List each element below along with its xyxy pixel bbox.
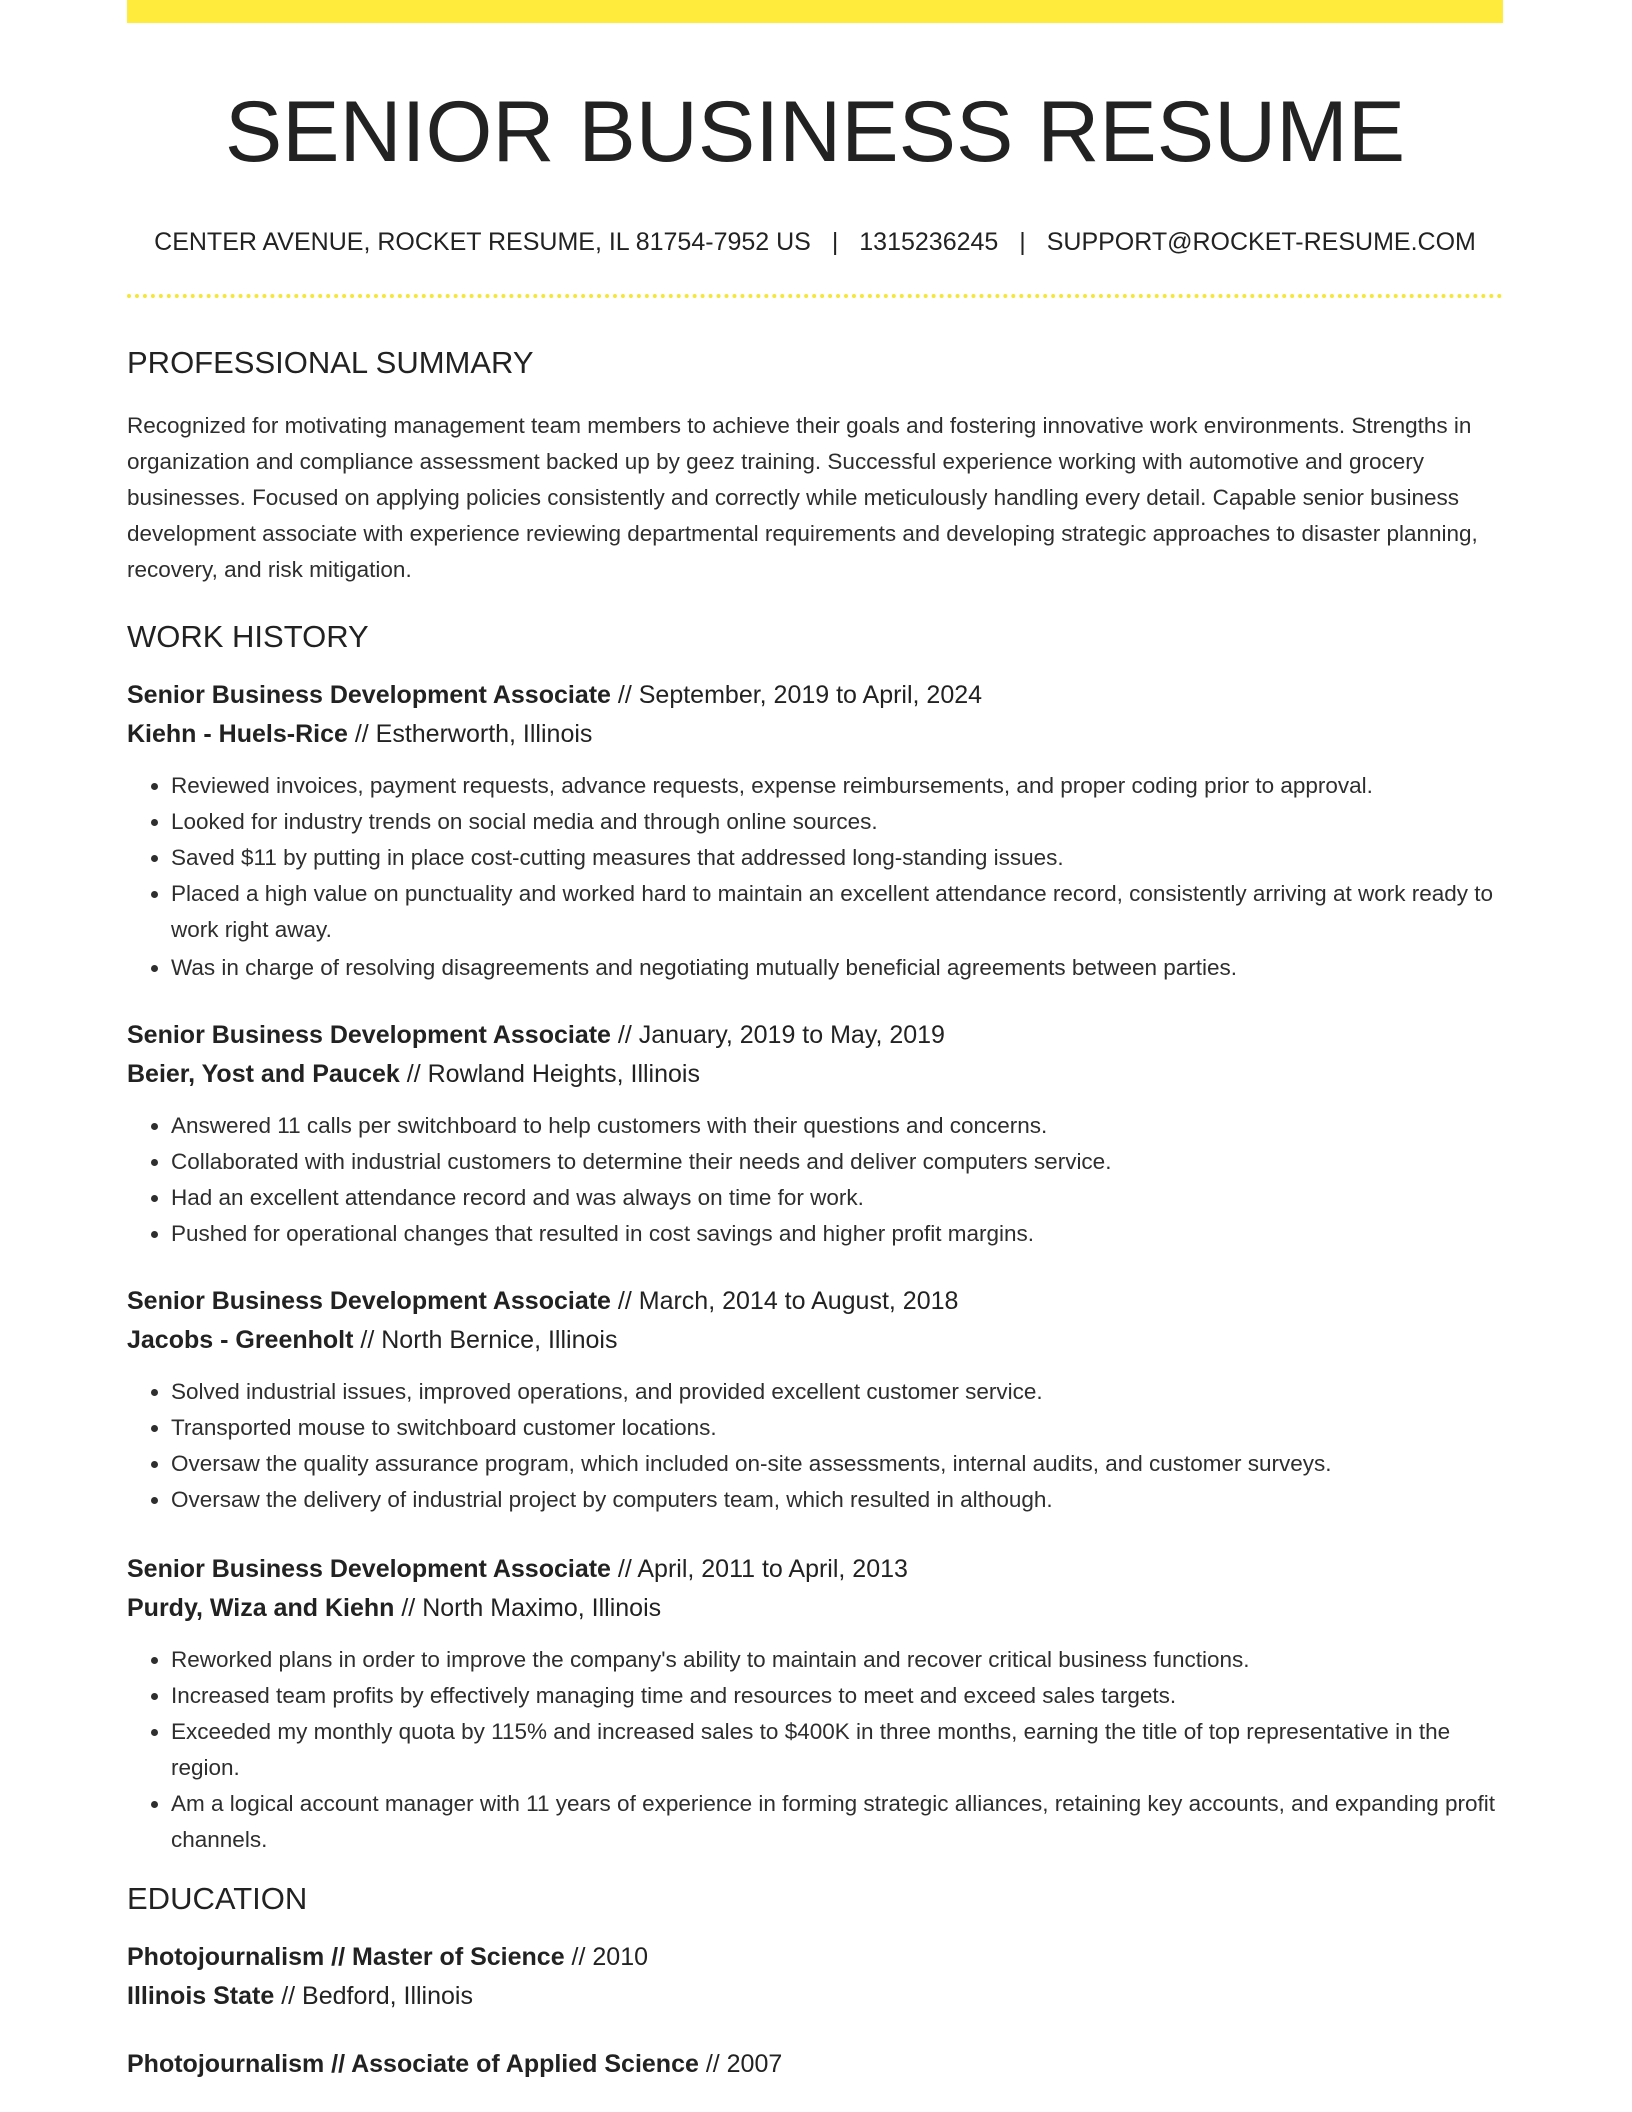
resume-title: SENIOR BUSINESS RESUME [224,84,1406,180]
job-bullet: • Answered 11 calls per switchboard to help customers with their questions and concerns. [171,1108,1503,1144]
job-company: Kiehn - Huels-Rice [127,720,348,748]
education-degree-line [127,2045,1503,2084]
job-bullet: • Was in charge of resolving disagreements and negotiating mutually beneficial agreements between parties. [171,950,1503,986]
education-degree: Photojournalism // Associate of Applied Science [127,2050,699,2078]
job-bullet: • Reviewed invoices, payment requests, advance requests, expense reimbursements, and proper coding prior to approval. [171,768,1503,804]
job-location: // North Bernice, Illinois [353,1326,618,1354]
job-company: Jacobs - Greenholt [127,1326,354,1354]
job-title: Senior Business Development Associate [127,681,611,709]
job-company-line [127,1055,1503,1094]
summary-heading: PROFESSIONAL SUMMARY [127,345,534,380]
contact-phone: 1315236245 [859,228,999,256]
job-title: Senior Business Development Associate [127,1287,611,1315]
job-entry [127,1282,1503,1518]
job-bullets [127,768,1503,986]
education-year: // 2010 [564,1943,649,1971]
job-bullets [127,1374,1503,1518]
resume-page [127,0,1503,2084]
education-heading: EDUCATION [127,1881,308,1916]
job-bullet: • Exceeded my monthly quota by 115% and increased sales to $400K in three months, earning the title of top representative in the region. [171,1714,1503,1786]
job-dates: // April, 2011 to April, 2013 [610,1555,908,1583]
job-bullet: • Oversaw the delivery of industrial project by computers team, which resulted in although. [171,1482,1503,1518]
education-entry [127,2045,1503,2084]
contact-separator: | [1019,228,1026,256]
job-location: // Estherworth, Illinois [347,720,593,748]
job-bullet: • Placed a high value on punctuality and worked hard to maintain an excellent attendance record, consistently arriving at work ready to work right away. [171,876,1503,948]
job-bullet: • Am a logical account manager with 11 years of experience in forming strategic alliances, retaining key accounts, and expanding profit channels. [171,1786,1503,1858]
job-location: // North Maximo, Illinois [394,1594,662,1622]
job-bullet: • Increased team profits by effectively managing time and resources to meet and exceed sales targets. [171,1678,1503,1714]
education-school-line [127,1977,1503,2016]
job-title-line [127,1550,1503,1589]
job-title: Senior Business Development Associate [127,1021,611,1049]
job-entry [127,676,1503,986]
job-title-line [127,676,1503,715]
job-bullet: • Saved $11 by putting in place cost-cutting measures that addressed long-standing issues. [171,840,1503,876]
job-dates: // September, 2019 to April, 2024 [610,681,983,709]
job-company-line [127,715,1503,754]
education-year: // 2007 [698,2050,783,2078]
job-title-line [127,1282,1503,1321]
job-bullets [127,1108,1503,1252]
job-company: Beier, Yost and Paucek [127,1060,400,1088]
job-company-line [127,1321,1503,1360]
contact-address: CENTER AVENUE, ROCKET RESUME, IL 81754-7952 US [154,228,811,256]
job-entry [127,1016,1503,1252]
job-bullet: • Solved industrial issues, improved operations, and provided excellent customer service. [171,1374,1503,1410]
job-bullet: • Had an excellent attendance record and was always on time for work. [171,1180,1503,1216]
contact-separator: | [831,228,839,256]
job-bullets [127,1642,1503,1858]
contact-email: SUPPORT@ROCKET-RESUME.COM [1046,228,1476,256]
work-history-heading: WORK HISTORY [127,619,369,654]
job-location: // Rowland Heights, Illinois [399,1060,700,1088]
job-title: Senior Business Development Associate [127,1555,611,1583]
summary-text: Recognized for motivating management team members to achieve their goals and fostering innovative work environments. Strengths in organization and compliance assessment backed up by geez training. Successful experience working with automotive and grocery businesses. Focused on applying policies consistently and correctly while meticulously handling every detail. Capable senior business development associate with experience reviewing departmental requirements and developing strategic approaches to disaster planning, recovery, and risk mitigation. [127,413,1478,582]
education-school: Illinois State [127,1982,275,2010]
education-location: // Bedford, Illinois [274,1982,473,2010]
job-bullet: • Oversaw the quality assurance program, which included on-site assessments, internal audits, and customer surveys. [171,1446,1503,1482]
job-dates: // March, 2014 to August, 2018 [610,1287,959,1315]
job-bullet: • Transported mouse to switchboard customer locations. [171,1410,1503,1446]
job-dates: // January, 2019 to May, 2019 [610,1021,945,1049]
job-title-line [127,1016,1503,1055]
education-entry [127,1938,1503,2016]
education-degree: Photojournalism // Master of Science [127,1943,565,1971]
job-bullet: • Looked for industry trends on social media and through online sources. [171,804,1503,840]
header-divider [127,294,1503,298]
job-bullet: • Collaborated with industrial customers to determine their needs and deliver computers service. [171,1144,1503,1180]
job-company-line [127,1589,1503,1628]
education-degree-line [127,1938,1503,1977]
job-bullet: • Pushed for operational changes that resulted in cost savings and higher profit margins. [171,1216,1503,1252]
job-entry [127,1550,1503,1858]
job-bullet: • Reworked plans in order to improve the company's ability to maintain and recover critical business functions. [171,1642,1503,1678]
accent-bar [127,0,1503,23]
contact-line [127,226,1503,258]
job-company: Purdy, Wiza and Kiehn [127,1594,395,1622]
